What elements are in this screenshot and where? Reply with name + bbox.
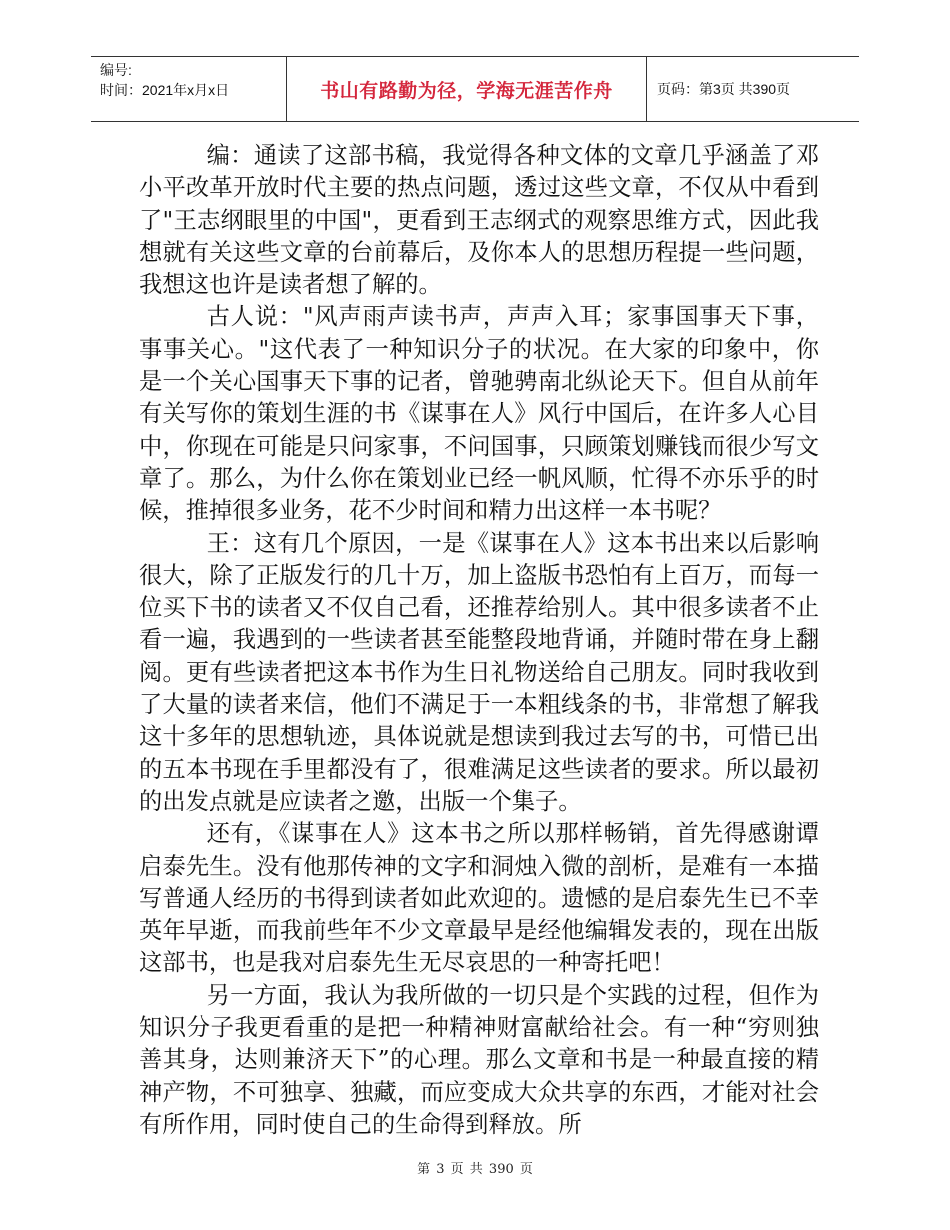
document-body bbox=[139, 140, 819, 1141]
page-header bbox=[91, 56, 859, 122]
document-time: 时间：2021年x月x日 bbox=[100, 82, 230, 98]
paragraph: 编：通读了这部书稿，我觉得各种文体的文章几乎涵盖了邓小平改革开放时代主要的热点问题，透过这些文章，不仅从中看到了"王志纲眼里的中国"，更看到王志纲式的观察思维方式，因此我想就有关这些文章的台前幕后，及你本人的思想历程提一些问题，我想这也许是读者想了解的。 bbox=[139, 142, 819, 299]
paragraph: 还有，《谋事在人》这本书之所以那样畅销，首先得感谢谭启泰先生。没有他那传神的文字和洞烛入微的剖析，是难有一本描写普通人经历的书得到读者如此欢迎的。遗憾的是启泰先生已不幸英年早逝，而我前些年不少文章最早是经他编辑发表的，现在出版这部书，也是我对启泰先生无尽哀思的一种寄托吧！ bbox=[139, 820, 819, 977]
paragraph: 古人说："风声雨声读书声，声声入耳；家事国事天下事，事事关心。"这代表了一种知识分子的状况。在大家的印象中，你是一个关心国事天下事的记者，曾驰骋南北纵论天下。但自从前年有关写你的策划生涯的书《谋事在人》风行中国后，在许多人心目中，你现在可能是只问家事，不问国事，只顾策划赚钱而很少写文章了。那么，为什么你在策划业已经一帆风顺，忙得不亦乐乎的时候，推掉很多业务，花不少时间和精力出这样一本书呢？ bbox=[139, 303, 819, 525]
header-page-info: 页码：第3页 共390页 bbox=[657, 81, 791, 97]
document-number-label: 编号: bbox=[100, 62, 132, 78]
paragraph: 王：这有几个原因，一是《谋事在人》这本书出来以后影响很大，除了正版发行的几十万，加上盗版书恐怕有上百万，而每一位买下书的读者又不仅自己看，还推荐给别人。其中很多读者不止看一遍，我遇到的一些读者甚至能整段地背诵，并随时带在身上翻阅。更有些读者把这本书作为生日礼物送给自己朋友。同时我收到了大量的读者来信，他们不满足于一本粗线条的书，非常想了解我这十多年的思想轨迹，具体说就是想读到我过去写的书，可惜已出的五本书现在手里都没有了，很难满足这些读者的要求。所以最初的出发点就是应读者之邀，出版一个集子。 bbox=[139, 529, 819, 815]
paragraph: 另一方面，我认为我所做的一切只是个实践的过程，但作为知识分子我更看重的是把一种精神财富献给社会。有一种“穷则独善其身，达则兼济天下”的心理。那么文章和书是一种最直接的精神产物，不可独享、独藏，而应变成大众共享的东西，才能对社会有所作用，同时使自己的生命得到释放。所 bbox=[139, 981, 819, 1138]
page-footer: 第 3 页 共 390 页 bbox=[417, 1162, 533, 1177]
header-motto: 书山有路勤为径，学海无涯苦作舟 bbox=[287, 57, 647, 121]
header-meta bbox=[91, 57, 287, 121]
